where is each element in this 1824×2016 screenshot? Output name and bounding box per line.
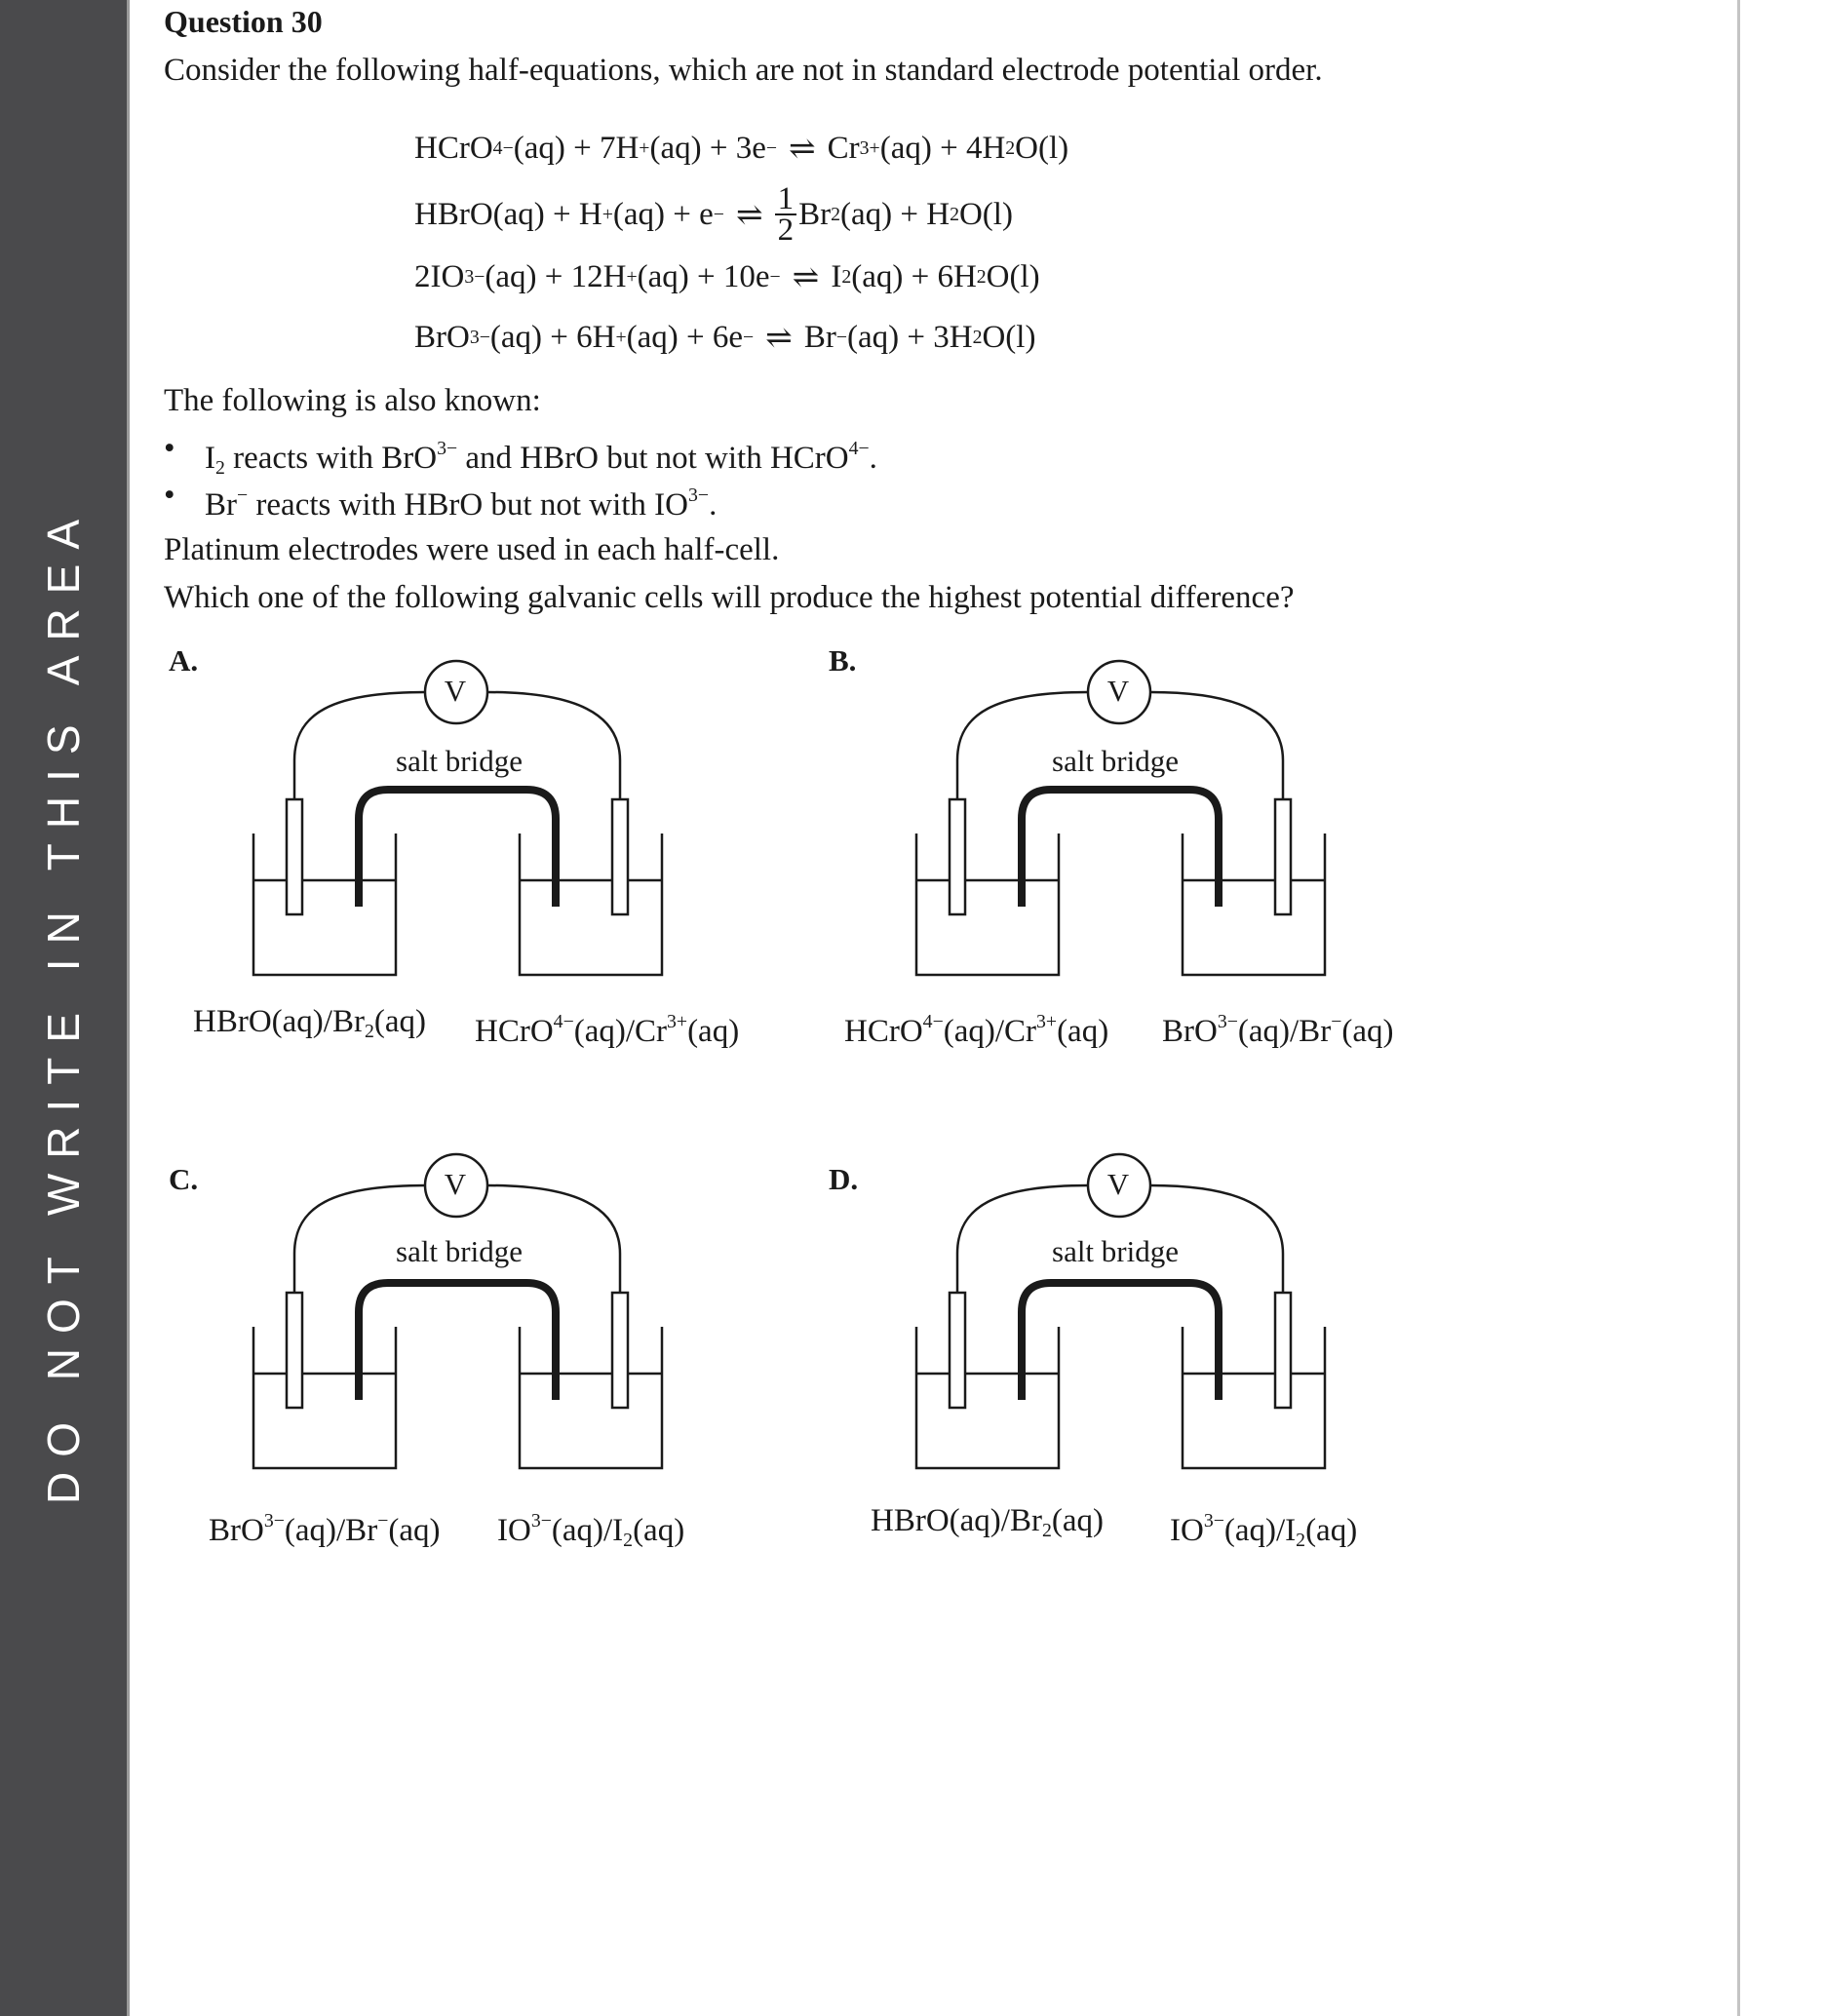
option-b-right-half-cell: BrO$^{3-}$(aq)/Br−(aq)	[1162, 1011, 1394, 1049]
known-intro: The following is also known:	[164, 383, 541, 418]
option-a-letter: A.	[169, 643, 199, 678]
option-c-left-half-cell: BrO$^{3-}$(aq)/Br−(aq)	[209, 1510, 441, 1548]
option-a-voltmeter-label: V	[444, 674, 467, 708]
option-b-left-half-cell: $HCrO^{4-}(aq)/Cr^{3+}(aq)$	[844, 1011, 1109, 1049]
option-d-right-half-cell: $IO^{3-}(aq)/I_2(aq)$	[1170, 1510, 1358, 1551]
option-c-right-half-cell: $IO^{3-}(aq)/I_2(aq)$	[497, 1510, 685, 1551]
bullet-marker: •	[164, 431, 175, 466]
equation-2: HBrO(aq) + H + (aq) + e − ⇌ $\frac{1}{2}$ Br 2 (aq) + H 2 O(l)	[414, 181, 1013, 248]
bullet-1: $I_2$ reacts with BrO$^{3-}$ and HBrO but not with HCrO$^{4-}$.	[205, 438, 877, 479]
question-title: Question 30	[164, 4, 323, 39]
platinum-statement: Platinum electrodes were used in each half-cell.	[164, 532, 780, 567]
option-b-letter: B.	[829, 643, 857, 678]
equation-3: 2IO 3− (aq) + 12H + (aq) + 10e − ⇌ I 2 (aq) + 6H 2 O(l)	[414, 258, 1040, 295]
option-b-salt-bridge-label: salt bridge	[1052, 744, 1179, 778]
option-c-voltmeter-label: V	[444, 1167, 467, 1201]
bullet-2: Br− reacts with HBrO but not with $IO^{3-}$.	[205, 485, 718, 523]
option-a-right-half-cell: $HCrO^{4-}(aq)/Cr^{3+}(aq)$	[475, 1011, 740, 1049]
option-b-voltmeter-label: V	[1106, 674, 1130, 708]
equation-1: HCrO 4− (aq) + 7H + (aq) + 3e − ⇌ Cr 3+ (aq) + 4H 2 O(l)	[414, 130, 1069, 167]
option-d-salt-bridge-label: salt bridge	[1052, 1234, 1179, 1268]
question-prompt: Which one of the following galvanic cells will produce the highest potential difference?	[164, 580, 1295, 615]
page-border	[1737, 0, 1740, 2016]
option-a-left-half-cell: $HBrO(aq)/Br_2(aq)$	[193, 1004, 426, 1042]
option-d-voltmeter-label: V	[1106, 1167, 1130, 1201]
sidebar	[0, 0, 130, 2016]
bullet-marker: •	[164, 478, 175, 513]
equation-4: BrO 3− (aq) + 6H + (aq) + 6e − ⇌ Br − (aq) + 3H 2 O(l)	[414, 319, 1036, 356]
option-c-salt-bridge-label: salt bridge	[396, 1234, 523, 1268]
question-intro: Consider the following half-equations, which are not in standard electrode potential order.	[164, 53, 1323, 88]
option-c-letter: C.	[169, 1162, 199, 1196]
option-d-letter: D.	[829, 1162, 859, 1196]
option-a-salt-bridge-label: salt bridge	[396, 744, 523, 778]
option-d-left-half-cell: $HBrO(aq)/Br_2(aq)$	[871, 1503, 1104, 1541]
sidebar-warning-text: DO NOT WRITE IN THIS AREA	[38, 504, 89, 1504]
